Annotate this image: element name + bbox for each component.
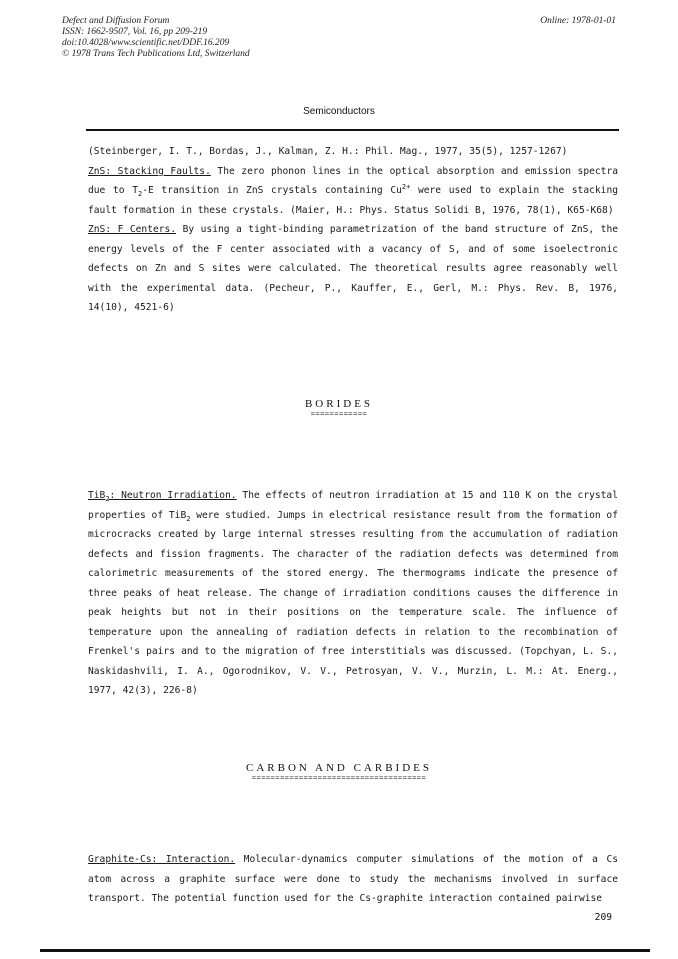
section-title: BORIDES	[304, 398, 374, 410]
reference-steinberger: (Steinberger, I. T., Bordas, J., Kalman, Z. H.: Phil. Mag., 1977, 35(5), 1257-1267)	[88, 146, 568, 157]
journal-metadata	[62, 16, 250, 60]
section-title: CARBON AND CARBIDES	[246, 762, 432, 774]
entry-title: TiB$_2$: Neutron Irradiation.	[88, 490, 237, 503]
issn: ISSN: 1662-9507, Vol. 16, pp 209-219	[62, 27, 208, 37]
copyright: © 1978 Trans Tech Publications Ltd, Switzerland	[62, 49, 250, 59]
carbide-entries	[88, 850, 618, 909]
heading-underline: =====================================	[251, 774, 427, 782]
entry-zns-f-centers: ZnS: F Centers. By using a tight-binding parametrization of the band structure of ZnS, the energy levels of the F center associated with a vacancy of S, and of some isoelectronic defects on Zn and S sites were calculated. The theoretical results agree reasonably well with the experimental data. (Pecheur, P., Kauffer, E., Gerl, M.: Phys. Rev. B, 1976, 14(10), 4521-6)	[88, 224, 618, 313]
header-rule	[86, 129, 619, 131]
doi: doi:10.4028/www.scientific.net/DDF.16.209	[62, 38, 230, 48]
entry-tib2-neutron-irradiation: TiB$_2$: Neutron Irradiation. The effects of neutron irradiation at 15 and 110 K on the crystal properties of TiB$_2$ were studied. Jumps in electrical resistance result from the formation of microcracks created by large internal stresses resulting from the accumulation of radiation defects and fission fragments. The character of the radiation defects was determined from calorimetric measurements of the stored energy. The thermograms indicate the presence of three peaks of heat release. The change of irradiation conditions causes the difference in peak heights but not in their positions on the temperature scale. The influence of temperature upon the annealing of radiation defects in relation to the recombination of Frenkel's pairs and to the migration of free interstitials was discussed. (Topchyan, L. S., Naskidashvili, I. A., Ogorodnikov, V. V., Petrosyan, V. V., Murzin, L. M.: At. Energ., 1977, 42(3), 226-8)	[88, 490, 618, 696]
journal-name: Defect and Diffusion Forum	[62, 16, 170, 26]
page-number: 209	[594, 912, 612, 923]
entry-title: ZnS: F Centers.	[88, 224, 177, 235]
footer-rule	[40, 949, 650, 952]
boride-entries	[88, 486, 618, 701]
entry-title: ZnS: Stacking Faults.	[88, 165, 211, 177]
section-heading-borides	[0, 398, 678, 418]
entry-title: Graphite-Cs: Interaction.	[88, 854, 236, 865]
running-head: Semiconductors	[303, 106, 375, 117]
entry-zns-stacking-faults: ZnS: Stacking Faults. The zero phonon lines in the optical absorption and emission spectra due to $T_2-E$ transition in ZnS crystals containing $Cu^{2+}$ were used to explain the stacking fault formation in these crystals. (Maier, H.: Phys. Status Solidi B, 1976, 78(1), K65-K68)	[88, 165, 618, 216]
online-date: Online: 1978-01-01	[540, 16, 616, 26]
semiconductor-entries	[88, 142, 618, 318]
heading-underline: ============	[310, 410, 368, 418]
section-heading-carbides	[0, 762, 678, 782]
entry-graphite-cs-interaction: Graphite-Cs: Interaction. Molecular-dynamics computer simulations of the motion of a Cs atom across a graphite surface were done to study the mechanisms involved in surface transport. The potential function used for the Cs-graphite interaction contained pairwise	[88, 854, 618, 904]
